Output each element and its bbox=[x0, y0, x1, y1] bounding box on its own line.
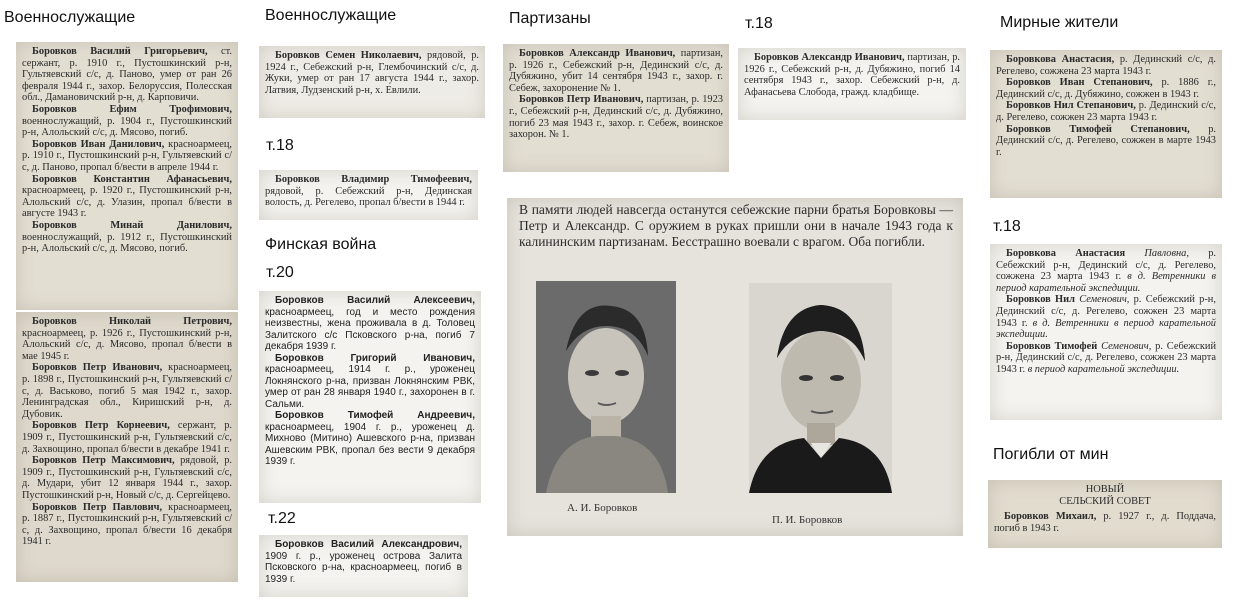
list-item bbox=[22, 174, 232, 220]
entry-text: р. Себежский р-н, Дединский с/с, д. Регелево, сожжена 23 марта 1943 г. bbox=[996, 248, 1216, 283]
scan-partisans-list bbox=[503, 44, 729, 172]
scan-t18-borovkov-vladimir bbox=[259, 170, 478, 220]
scan-t22-borovkov-vasily bbox=[259, 535, 468, 597]
entry-name: Боровков Петр Иванович, bbox=[32, 362, 163, 374]
entry-name: Боровков Иван Степанович, bbox=[1006, 77, 1153, 89]
entry-text: военнослужащий, р. 1912 г., Пустошкинский р-н, Алольский с/с, д. Мясово, погиб. bbox=[22, 231, 232, 255]
list-item bbox=[265, 295, 475, 353]
heading-partisans: Партизаны bbox=[509, 10, 591, 27]
entry-text: сержант, р. 1909 г., Пустошкинский р-н, Гультяевский с/с, д. Захвощино, пропал б/вести в декабре 1941 г. bbox=[22, 420, 232, 455]
list-item bbox=[996, 100, 1216, 123]
list-item bbox=[509, 94, 723, 140]
brothers-story-text: В памяти людей навсегда останутся себежские парни братья Боровковы — Петр и Александр. С оружием в руках пришли они в начале 1943 года к калининским партизанам. Бесстрашно воевали с врагом. Оба погибли. bbox=[519, 202, 953, 249]
portrait-boy-image bbox=[536, 281, 676, 493]
list-item bbox=[265, 353, 475, 411]
entry-name: Боровков Николай Петрович, bbox=[32, 316, 232, 327]
entry-text: р. Дединский с/с, д. Регелево, сожжена 23 марта 1943 г. bbox=[996, 54, 1216, 77]
heading-military-2: Военнослужащие bbox=[265, 7, 397, 24]
list-item bbox=[996, 341, 1216, 376]
list-item bbox=[22, 420, 232, 455]
entry-tail: в д. Ветренники в период карательной экспедиции. bbox=[996, 317, 1216, 341]
entry-text: красноармеец, р. 1926 г., Пустошкинский р-н, Алольский с/с, д. Мясово, пропал б/вести в мае 1945 г. bbox=[22, 327, 232, 362]
entry-text: красноармеец, р. 1920 г., Пустошкинский р-н, Алольский с/с, д. Улазин, пропал б/вести в августе 1943 г. bbox=[22, 185, 232, 220]
entry-text: р. Дединский с/с, д. Регелево, сожжен 23 марта 1943 г. bbox=[996, 100, 1216, 123]
entry-name: Боровков Василий Алексеевич, bbox=[275, 295, 475, 306]
heading-volume-18-col5: т.18 bbox=[993, 218, 1021, 235]
entry-name: Боровков Александр Иванович, bbox=[519, 48, 676, 59]
list-item bbox=[509, 48, 723, 94]
entry-name: Боровков Нил Степанович, bbox=[1006, 100, 1136, 112]
scan-new-village-council bbox=[988, 480, 1222, 548]
entry-text: красноармеец, год и место рождения неизвестны, жена проживала в д. Толовец Залитского с/с Псковского р-на, погиб 7 декабря 1939 г. bbox=[265, 306, 475, 352]
list-item bbox=[265, 410, 475, 468]
list-item bbox=[22, 104, 232, 139]
entry-name: Боровков Владимир Тимофеевич, bbox=[275, 174, 472, 185]
entry-patronymic: Семенович, bbox=[1079, 294, 1130, 306]
entry-text: партизан, р. 1926 г., Себежский р-н, Дединский с/с, д. Дубяжино, убит 14 сентября 1943 г., захор. г. Себеж, захоронение № 1. bbox=[509, 48, 723, 94]
entry-tail: в д. Ветренники в период карательной экспедиции. bbox=[996, 271, 1216, 294]
list-item bbox=[22, 139, 232, 174]
entry-patronymic: Семенович, bbox=[1101, 340, 1152, 352]
scan-t18-civilians bbox=[990, 244, 1222, 420]
scan-civilians-list bbox=[990, 50, 1222, 198]
council-title-line-2: СЕЛЬСКИЙ СОВЕТ bbox=[1059, 495, 1151, 507]
list-item bbox=[22, 46, 232, 104]
photo-caption-left: А. И. Боровков bbox=[567, 502, 638, 514]
heading-civilians: Мирные жители bbox=[1000, 14, 1119, 31]
list-item bbox=[996, 294, 1216, 340]
entry-tail: в период карательной экспедиции. bbox=[1027, 363, 1180, 375]
scan-military-list-1 bbox=[16, 42, 238, 310]
entry-text: рядовой, р. 1909 г., Пустошкинский р-н, Гультяевский с/с, д. Мудари, убит 12 января 1944 г., захор. Пустошкинский р-н, Новый с/с, д. Сергейцево. bbox=[22, 455, 232, 501]
list-item bbox=[22, 362, 232, 420]
entry-name: Боровков Минай Данилович, bbox=[32, 219, 232, 231]
list-item bbox=[996, 248, 1216, 294]
photo-a-i-borovkov bbox=[536, 281, 676, 493]
entry-text: ст. сержант, р. 1910 г., Пустошкинский р-н, Гультяевский с/с, д. Паново, умер от ран 26 февраля 1944 г., захор. Белоруссия, Полесская обл., Дамановичский р-н, д. Карповичи. bbox=[22, 46, 232, 104]
entry-text: партизан, р. 1923 г., Себежский р-н, Дединский с/с, д. Дубяжино, погиб 23 мая 1943 г., захор. г. Себеж, воинское захорон. № 1. bbox=[509, 94, 723, 141]
entry-name: Боровков Михаил, bbox=[1004, 511, 1097, 523]
entry-name: Боровкова Анастасия, bbox=[1006, 54, 1115, 65]
photo-p-i-borovkov bbox=[749, 283, 892, 493]
entry-text: р. Себежский р-н, Дединский с/с, д. Регелево, сожжен 23 марта 1943 г. bbox=[996, 294, 1216, 329]
heading-killed-by-mines: Погибли от мин bbox=[993, 446, 1109, 463]
heading-volume-18-col2: т.18 bbox=[266, 137, 294, 154]
scan-t18-partisan bbox=[738, 48, 966, 120]
heading-finnish-war: Финская война bbox=[265, 236, 377, 253]
entry-text: красноармеец, р. 1910 г., Пустошкинский р-н, Гультяевский с/с, д. Паново, пропал б/вести в апреле 1944 г. bbox=[22, 138, 232, 173]
entry-text: красноармеец, 1914 г. р., уроженец Локнянского р-на, призван Локнянским РВК, умер от ран 28 января 1940 г., захоронен в г. Сальми. bbox=[265, 364, 475, 410]
entry-text: военнослужащий, р. 1904 г., Пустошкинский р-н, Алольский с/с, д. Мясово, погиб. bbox=[22, 115, 232, 139]
list-item bbox=[22, 502, 232, 548]
entry-name: Боровков Петр Иванович, bbox=[519, 94, 644, 106]
entry-text: красноармеец, р. 1898 г., Пустошкинский р-н, Гультяевский с/с, д. Васьково, погиб 5 мая 1942 г., захор. Ленинградская обл., Киришский р-н, д. Дубовик. bbox=[22, 362, 232, 420]
entry-name: Боровков Тимофей bbox=[1006, 340, 1098, 352]
list-item bbox=[22, 316, 232, 362]
entry-name: Боровков Ефим Трофимович, bbox=[32, 103, 232, 115]
list-item bbox=[996, 54, 1216, 77]
council-title-line-1: НОВЫЙ bbox=[1085, 484, 1125, 495]
heading-volume-18-col4: т.18 bbox=[745, 15, 773, 32]
scan-t20-finnish-war bbox=[259, 291, 481, 503]
entry-name: Боровков Константин Афанасьевич, bbox=[32, 173, 232, 185]
entry-text: красноармеец, р. 1887 г., Пустошкинский р-н, Гультяевский с/с, д. Захвощино, пропал б/вести 16 декабря 1941 г. bbox=[22, 501, 232, 548]
entry-text: р. 1886 г., Дединский с/с, д. Дубяжино, сожжен в 1943 г. bbox=[996, 77, 1216, 100]
entry-name: Боровков Тимофей Андреевич, bbox=[275, 410, 475, 421]
entry-name: Боровков Иван Данилович, bbox=[32, 138, 165, 150]
entry-name: Боровков Александр Иванович, bbox=[754, 52, 905, 63]
entry-patronymic: Павловна, bbox=[1144, 248, 1189, 259]
entry-text: рядовой, р. 1924 г., Себежский р-н, Глембочинский с/с, д. Жуки, умер от ран 17 августа 1944 г., захор. Латвия, Лудзенский р-н, х. Евлили. bbox=[265, 50, 479, 96]
list-item bbox=[996, 77, 1216, 100]
photo-caption-right: П. И. Боровков bbox=[772, 514, 843, 526]
entry-name: Боровков Тимофей Степанович, bbox=[1006, 123, 1190, 135]
entry-name: Боровков Григорий Иванович, bbox=[275, 352, 475, 364]
entry-text: 1909 г. р., уроженец острова Залита Псковского р-на, красноармеец, погиб в 1939 г. bbox=[265, 550, 462, 585]
list-item bbox=[22, 220, 232, 255]
heading-volume-20: т.20 bbox=[266, 264, 294, 281]
entry-name: Боровков Нил bbox=[1006, 294, 1075, 306]
portrait-man-image bbox=[749, 283, 892, 493]
entry-name: Боровков Петр Максимович, bbox=[32, 455, 175, 467]
list-item bbox=[996, 124, 1216, 159]
list-item bbox=[22, 455, 232, 501]
heading-volume-22: т.22 bbox=[268, 510, 296, 527]
entry-name: Боровков Василий Александрович, bbox=[275, 539, 462, 550]
scan-military-list-2 bbox=[16, 312, 238, 582]
entry-name: Боровков Петр Павлович, bbox=[32, 501, 163, 513]
entry-text: р. 1927 г., д. Поддача, погиб в 1943 г. bbox=[994, 511, 1216, 534]
entry-text: партизан, р. 1926 г., Себежский р-н, д. Дубяжино, погиб 14 сентября 1943 г., захор. Себежский р-н, д. Афанасьева Слобода, гражд. кладбище. bbox=[744, 52, 960, 98]
entry-text: рядовой, р. Себежский р-н, Дединская волость, д. Регелево, пропал б/вести в 1944 г. bbox=[265, 185, 472, 209]
entry-text: красноармеец, 1904 г. р., уроженец д. Михново (Митино) Ашевского р-на, призван Ашевским РВК, пропал без вести 9 декабря 1939 г. bbox=[265, 421, 475, 467]
entry-text: р. Дединский с/с, д. Регелево, сожжен в марте 1943 г. bbox=[996, 123, 1216, 158]
entry-name: Боровков Петр Корнеевич, bbox=[32, 420, 170, 432]
entry-name: Боровков Василий Григорьевич, bbox=[32, 46, 208, 57]
heading-military-1: Военнослужащие bbox=[4, 9, 136, 26]
entry-text: р. Себежский р-н, Дединский с/с, д. Регелево, сожжен 23 марта 1943 г. bbox=[996, 340, 1216, 375]
entry-name: Боровков Семен Николаевич, bbox=[275, 50, 422, 61]
entry-name: Боровкова Анастасия bbox=[1006, 248, 1126, 259]
scan-military-borovkov-semen bbox=[259, 46, 485, 118]
